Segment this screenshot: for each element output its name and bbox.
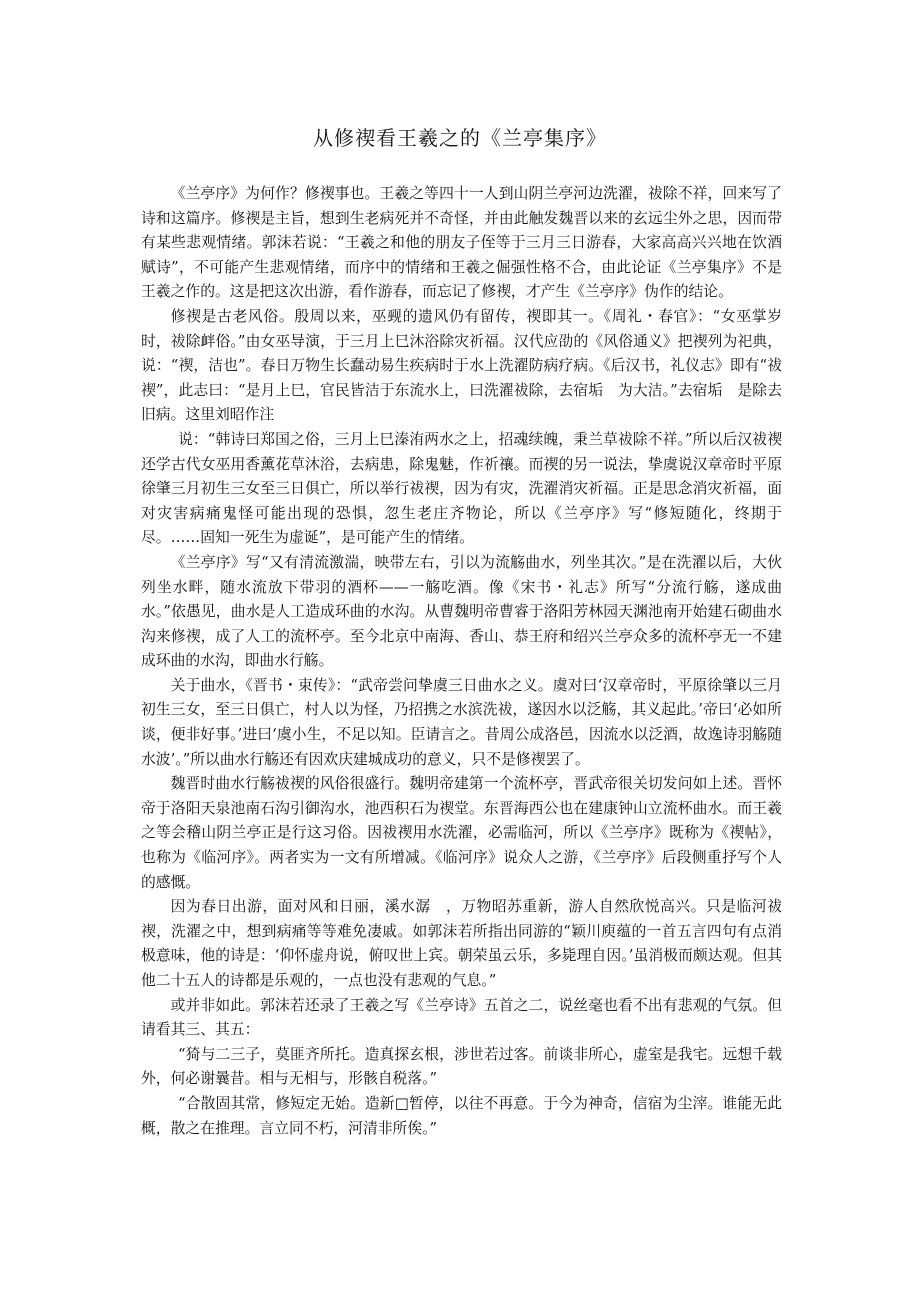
paragraph: 《兰亭序》写“又有清流激湍，映带左右，引以为流觞曲水，列坐其次。”是在洗濯以后，大伙列坐水畔，随水流放下带羽的酒杯——一觞吃酒。像《宋书・礼志》所写“分流行觞，遂成曲水。”依愚见，曲水是人工造成环曲的水沟。从曹魏明帝曹睿于洛阳芳林园天渊池南开始建石砌曲水沟来修禊，成了人工的流杯亭。至今北京中南海、香山、恭王府和绍兴兰亭众多的流杯亭无一不建成环曲的水沟，即曲水行觞。 xyxy=(141,553,782,670)
paragraph: 魏晋时曲水行觞祓禊的风俗很盛行。魏明帝建第一个流杯亭，晋武帝很关切发问如上述。晋怀帝于洛阳天泉池南石沟引御沟水，池西积石为禊堂。东晋海西公也在建康钟山立流杯曲水。而王羲之等会稽山阴兰亭正是行这习俗。因祓禊用水洗濯，必需临河，所以《兰亭序》既称为《禊帖》，也称为《临河序》。两者实为一文有所增减。《临河序》说众人之游，《兰亭序》后段侧重抒写个人的感慨。 xyxy=(141,775,782,891)
document-title: 从修禊看王羲之的《兰亭集序》 xyxy=(313,126,607,150)
paragraph: 关于曲水，《晋书・束传》：“武帝尝问挚虞三日曲水之义。虞对曰‘汉章帝时，平原徐肇以三月初生三女，至三日俱亡，村人以为怪，乃招携之水滨洗祓，遂因水以泛觞，其义起此。’帝曰‘必如所谈，便非好事。’进曰‘虞小生，不足以知。臣请言之。昔周公成洛邑，因流水以泛酒，故逸诗羽觞随水波’。”所以曲水行觞还有因欢庆建城成功的意义，只不是修禊罢了。 xyxy=(141,676,782,768)
paragraph: 修禊是古老风俗。殷周以来，巫觋的遗风仍有留传，禊即其一。《周礼・春官》：“女巫掌岁时，祓除衅俗。”由女巫导演，于三月上巳沐浴除灾祈福。汉代应劭的《风俗通义》把禊列为祀典，说：“禊，洁也”。春日万物生长蠢动易生疾病时于水上洗濯防病疗病。《后汉书，礼仪志》即有“祓禊”，此志曰：“是月上巳，官民皆洁于东流水上，曰洗濯祓除，去宿垢 为大洁。”去宿垢 是除去旧病。这里刘昭作注 xyxy=(141,307,782,424)
paragraph: 或并非如此。郭沫若还录了王羲之写《兰亭诗》五首之二，说丝毫也看不出有悲观的气氛。但请看其三、其五： xyxy=(141,996,782,1039)
paragraph: 说：“韩诗曰郑国之俗，三月上巳溱洧两水之上，招魂续魄，秉兰草祓除不祥。”所以后汉祓禊还学古代女巫用香薰花草沐浴，去病患，除鬼魅，作祈禳。而禊的另一说法，挚虞说汉章帝时平原徐肇三月初生三女至三日俱亡，所以举行祓禊，因为有灾，洗濯消灾祈福。正是思念消灾祈福，面对灾害病痛鬼怪可能出现的恐惧，忽生老庄齐物论，所以《兰亭序》写“修短随化，终期于尽。……固知一死生为虚诞”，是可能产生的情绪。 xyxy=(141,430,782,547)
document-body xyxy=(141,182,782,1141)
poem-quote: “合散固其常，修短定无始。造新□暂停，以往不再意。于今为神奇，信宿为尘滓。谁能无此概，散之在推理。言立同不朽，河清非所俟。” xyxy=(141,1094,782,1137)
paragraph: 因为春日出游，面对风和日丽，溪水潺 ，万物昭苏重新，游人自然欣悦高兴。只是临河祓禊，洗濯之中，想到病痛等等难免凄戚。如郭沫若所指出同游的“颖川庾蕴的一首五言四句有点消极意味，他的诗是：‘仰怀虚舟说，俯叹世上宾。朝荣虽云乐，多毙理自因。’虽消极而颇达观。但其他二十五人的诗都是乐观的，一点也没有悲观的气息。” xyxy=(141,898,782,989)
poem-quote: “猗与二三子，莫匪齐所托。造真探玄根，涉世若过客。前谈非所心，虚室是我宅。远想千载外，何必谢曩昔。相与无相与，形骸自税落。” xyxy=(141,1045,782,1088)
paragraph: 《兰亭序》为何作？修禊事也。王羲之等四十一人到山阴兰亭河边洗濯，祓除不祥，回来写了诗和这篇序。修禊是主旨，想到生老病死并不奇怪，并由此触发魏晋以来的玄远尘外之思，因而带有某些悲观情绪。郭沫若说：“王羲之和他的朋友子侄等于三月三日游春，大家高高兴兴地在饮酒赋诗”，不可能产生悲观情绪，而序中的情绪和王羲之倔强性格不合，由此论证《兰亭集序》不是王羲之作的。这是把这次出游，看作游春，而忘记了修禊，才产生《兰亭序》伪作的结论。 xyxy=(141,185,782,301)
